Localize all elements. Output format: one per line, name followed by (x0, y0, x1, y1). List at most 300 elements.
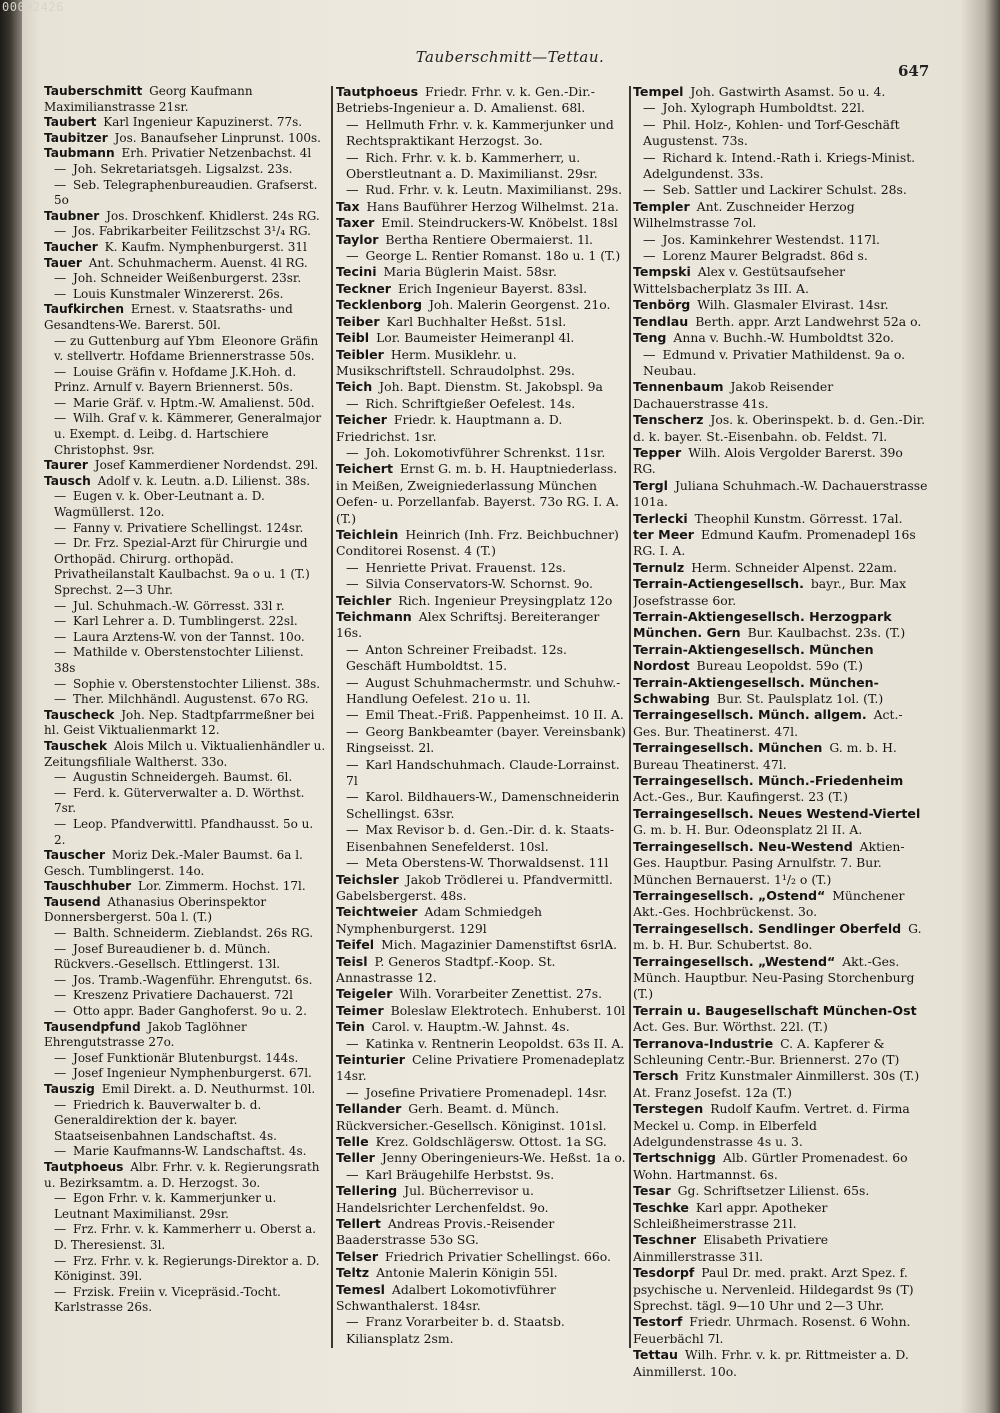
entry-details: Josef Ingenieur Nymphenburgerst. 67l. (73, 1066, 312, 1081)
entry-name: — (54, 520, 67, 535)
entry-details: Theophil Kunstm. Görresst. 17al. (694, 510, 903, 526)
directory-entry (633, 806, 928, 839)
entry-name: — (346, 182, 359, 198)
directory-entry (44, 1144, 326, 1160)
directory-entry (633, 707, 928, 740)
entry-name: — (346, 559, 359, 575)
entry-name: — (54, 224, 67, 239)
directory-entry (44, 770, 326, 786)
directory-entry (336, 215, 626, 231)
directory-entry (633, 100, 928, 116)
entry-name: Teller (336, 1150, 375, 1166)
directory-entry (44, 677, 326, 693)
entry-name: Testorf (633, 1314, 683, 1330)
entry-name: Terrain u. Baugesellschaft München-Ost (633, 1002, 917, 1018)
directory-entry (633, 1232, 928, 1265)
entry-details: Rich. Frhr. v. k. b. Kammerherr, u. Oberstleutnant a. D. Maximilianst. 29sr. (346, 149, 598, 182)
directory-entry (633, 297, 928, 313)
entry-details: Seb. Telegraphenbureaudien. Grafserst. 5o (54, 177, 318, 208)
entry-name: Tauer (44, 255, 82, 270)
entry-name: Terlecki (633, 510, 688, 526)
entry-details: Rich. Ingenieur Preysingplatz 12o (398, 592, 613, 608)
entry-name: Tellering (336, 1183, 398, 1199)
entry-details: Wilh. Glasmaler Elvirast. 14sr. (697, 297, 889, 313)
entry-name: — (346, 707, 359, 723)
entry-details: Erich Ingenieur Bayerst. 83sl. (397, 280, 588, 296)
entry-name: — (346, 1084, 359, 1100)
entry-details: Emil Direkt. a. D. Neuthurmst. 10l. (101, 1082, 316, 1096)
entry-name: — (346, 789, 359, 805)
directory-entry (633, 199, 928, 232)
entry-details: Adam Schmiedgeh Nymphenburgerst. 129l (336, 904, 543, 936)
directory-entry (44, 1222, 326, 1253)
entry-details: Augustin Schneidergeh. Baumst. 6l. (73, 770, 293, 785)
entry-name: — (346, 395, 359, 411)
directory-entry (44, 84, 326, 115)
entry-details: Silvia Conservators-W. Schornst. 9o. (365, 576, 593, 592)
entry-details: Franz Vorarbeiter b. d. Staatsb. Kiliansplatz 2sm. (346, 1314, 565, 1346)
entry-details: Frzisk. Freiin v. Vicepräsid.-Tocht. Karlstrasse 26s. (54, 1284, 281, 1315)
entry-details: Wilh. Frhr. v. k. pr. Rittmeister a. D. Ainmillerst. 10o. (633, 1347, 909, 1379)
directory-entry (44, 848, 326, 879)
entry-name: Taubmann (44, 146, 115, 161)
page-number: 647 (898, 62, 930, 80)
entry-details: Lorenz Maurer Belgradst. 86d s. (662, 248, 868, 264)
entry-name: Templer (633, 198, 690, 214)
directory-entry (44, 1066, 326, 1082)
entry-details: Edmund v. Privatier Mathildenst. 9a o. Neubau. (643, 346, 906, 378)
entry-details: Joh. Bapt. Dienstm. St. Jakobspl. 9a (379, 379, 603, 395)
entry-details: Maria Büglerin Maist. 58sr. (383, 264, 557, 280)
directory-entry (336, 281, 626, 297)
directory-entry (44, 1098, 326, 1145)
entry-name: Temesl (336, 1281, 385, 1297)
entry-details: Gerh. Beamt. d. Münch. Rückversicher.-Gesellsch. Königinst. 101sl. (336, 1101, 607, 1133)
entry-name: Tempel (633, 84, 684, 99)
entry-name: Taucher (44, 239, 98, 254)
entry-details: Ernst G. m. b. H. Hauptniederlass. in Meißen, Zweigniederlassung München Oefen- u. Porzellanfab. Bayerst. 73o RG. I. A. (T.) (336, 461, 619, 526)
entry-details: Ernest. v. Staatsraths- und Gesandtens-We. Barerst. 50l. (44, 302, 293, 332)
entry-details: Celine Privatiere Promenadeplatz 14sr. (336, 1051, 625, 1084)
directory-entry (633, 1036, 928, 1069)
entry-details: Act.-Ges. Bur. Theatinerst. 47l. (633, 707, 903, 739)
entry-name: — (643, 149, 656, 165)
entry-details: Jos. Droschkenf. Khidlerst. 24s RG. (106, 208, 320, 223)
directory-entry (633, 560, 928, 576)
entry-details: Carol. v. Hauptm.-W. Jahnst. 4s. (371, 1019, 570, 1035)
entry-details: Rud. Frhr. v. k. Leutn. Maximilianst. 29s. (365, 182, 623, 198)
entry-name: — (54, 411, 67, 426)
entry-name: — (346, 1166, 359, 1182)
directory-entry (44, 536, 326, 598)
entry-name: Tertschnigg (633, 1150, 716, 1166)
entry-details: August Schuhmachermstr. und Schuhw.-Handlung Oefelest. 21o u. 1l. (346, 674, 621, 707)
entry-details: Aktien-Ges. Hauptbur. Pasing Arnulfstr. 7. Bur. München Bernauerst. 1¹/₂ o (T.) (633, 838, 905, 887)
entry-details: Elisabeth Privatiere Ainmillerstrasse 31l. (633, 1232, 829, 1264)
entry-details: Adolf v. k. Leutn. a.D. Lilienst. 38s. (97, 473, 311, 488)
entry-name: — (346, 674, 359, 690)
directory-entry (633, 1183, 928, 1199)
directory-entry (336, 1150, 626, 1166)
entry-details: Georg Bankbeamter (bayer. Vereinsbank) Ringseisst. 2l. (346, 723, 626, 756)
entry-name: — (346, 576, 359, 592)
entry-name: — (346, 116, 359, 132)
directory-entry (336, 954, 626, 987)
entry-details: Alex v. Gestütsaufseher Wittelsbacherplatz 3s III. A. (633, 264, 846, 296)
directory-entry (633, 527, 928, 560)
directory-entry (336, 1036, 626, 1052)
directory-entry (336, 1052, 626, 1085)
directory-entry (336, 822, 626, 855)
entry-details: Fanny v. Privatiere Schellingst. 124sr. (73, 520, 304, 535)
entry-name: Tersch (633, 1068, 679, 1084)
entry-name: — (54, 1004, 67, 1019)
entry-details: Joh. Nep. Stadtpfarrmeßner bei hl. Geist Viktualienmarkt 12. (44, 707, 315, 738)
directory-entry (44, 131, 326, 147)
entry-details: Athanasius Oberinspektor Donnersbergerst. 50a l. (T.) (44, 894, 267, 925)
entry-details: Edmund Kaufm. Promenadepl 16s RG. I. A. (633, 526, 916, 559)
entry-details: Jul. Bücherrevisor u. Handelsrichter Lerchenfeldst. 9o. (336, 1183, 549, 1215)
entry-name: — (54, 536, 67, 551)
entry-name: Terraingesellsch. Münch.-Friedenheim (633, 773, 904, 789)
entry-name: Tax (336, 198, 360, 214)
entry-name: Teichtweier (336, 904, 418, 920)
entry-name: Terraingesellsch. Sendlinger Oberfeld (633, 920, 902, 936)
entry-name: Tecini (336, 264, 377, 280)
entry-details: Rudolf Kaufm. Vertret. d. Firma Meckel u. Comp. in Elberfeld Adelgundenstrasse 4s u. 3. (633, 1101, 910, 1149)
directory-entry (336, 593, 626, 609)
entry-name: — (346, 1035, 359, 1051)
entry-name: Teisl (336, 953, 368, 969)
entry-name: — (54, 770, 67, 785)
entry-details: Friedr. k. Hauptmann a. D. Friedrichst. 1sr. (336, 412, 563, 444)
entry-name: Terraingesellsch. Münch. allgem. (633, 707, 867, 723)
directory-entry (336, 576, 626, 592)
entry-name: Teschner (633, 1232, 697, 1248)
entry-name: — (54, 1222, 67, 1237)
entry-name: ter Meer (633, 526, 694, 542)
entry-details: Albr. Frhr. v. k. Regierungsrath u. Bezirksamtm. a. D. Herzogst. 3o. (44, 1159, 320, 1190)
entry-name: — (643, 346, 656, 362)
entry-details: Emil Theat.-Friß. Pappenheimst. 10 II. A. (365, 707, 624, 723)
directory-entry (44, 1082, 326, 1098)
directory-entry (633, 1068, 928, 1101)
directory-entry (336, 199, 626, 215)
entry-details: Jos. k. Oberinspekt. b. d. Gen.-Dir. d. k. bayer. St.-Eisenbahn. ob. Feldst. 7l. (633, 412, 926, 444)
directory-entry (336, 986, 626, 1002)
entry-details: Juliana Schuhmach.-W. Dachauerstrasse 101a. (633, 477, 928, 510)
directory-entry (336, 117, 626, 150)
entry-name: Taubner (44, 208, 100, 223)
directory-entry (336, 84, 626, 117)
entry-name: Teich (336, 379, 373, 395)
directory-entry (633, 1265, 928, 1314)
scan-id: 00092426 (2, 0, 64, 14)
directory-entry (44, 1285, 326, 1316)
entry-name: — (54, 1050, 67, 1065)
directory-entry (336, 297, 626, 313)
directory-entry (44, 692, 326, 708)
directory-entry (44, 1004, 326, 1020)
directory-entry (633, 675, 928, 708)
entry-details: Josefine Privatiere Promenadepl. 14sr. (365, 1084, 608, 1100)
entry-details: Heinrich (Inh. Frz. Beichbuchner) Conditorei Rosenst. 4 (T.) (336, 526, 619, 559)
entry-details: Kreszenz Privatiere Dachauerst. 72l (73, 988, 293, 1003)
entry-details: Josef Funktionär Blutenburgst. 144s. (73, 1050, 299, 1065)
entry-details: Louis Kunstmaler Winzererst. 26s. (73, 286, 284, 301)
entry-name: Terrain-Aktiengesellsch. München Nordost (633, 641, 874, 674)
directory-entry (44, 599, 326, 615)
entry-name: Tendlau (633, 313, 689, 329)
entry-details: Meta Oberstens-W. Thorwaldsenst. 11l (365, 855, 609, 871)
entry-name: Teichert (336, 461, 393, 477)
entry-name: Tettau (633, 1347, 678, 1363)
entry-name: Teichmann (336, 609, 412, 624)
entry-name: — (54, 785, 67, 800)
entry-details: Seb. Sattler und Lackirer Schulst. 28s. (662, 182, 907, 198)
entry-name: Tautphoeus (336, 84, 419, 99)
directory-entry (336, 412, 626, 445)
directory-entry (336, 1101, 626, 1134)
entry-details: Louise Gräfin v. Hofdame J.K.Hoh. d. Prinz. Arnulf v. Bayern Briennerst. 50s. (54, 364, 297, 395)
directory-entry (44, 942, 326, 973)
entry-details: Jos. Kaminkehrer Westendst. 117l. (662, 231, 880, 247)
entry-details: Hans Bauführer Herzog Wilhelmst. 21a. (366, 198, 619, 214)
entry-details: Josef Kammerdiener Nordendst. 29l. (94, 458, 319, 473)
directory-entry (633, 1200, 928, 1233)
directory-entry (44, 411, 326, 458)
entry-details: Ant. Schuhmacherm. Auenst. 4l RG. (88, 255, 308, 270)
entry-name: — (346, 149, 359, 165)
directory-entry (44, 786, 326, 817)
entry-name: Tepper (633, 444, 682, 460)
directory-entry (44, 224, 326, 240)
entry-name: Teigeler (336, 986, 393, 1002)
entry-details: Berth. appr. Arzt Landwehrst 52a o. (695, 313, 922, 329)
directory-entry (44, 458, 326, 474)
directory-entry (336, 232, 626, 248)
directory-entry (633, 412, 928, 445)
directory-entry (336, 872, 626, 905)
entry-details: Otto appr. Bader Ganghoferst. 9o u. 2. (73, 1004, 307, 1019)
entry-name: — (54, 645, 67, 660)
directory-entry (44, 879, 326, 895)
directory-entry (633, 1003, 928, 1036)
directory-entry (633, 182, 928, 198)
entry-name: — (54, 1097, 67, 1112)
entry-details: George L. Rentier Romanst. 18o u. 1 (T.) (365, 248, 621, 264)
directory-entry (336, 1314, 626, 1347)
entry-details: C. A. Kapferer & Schleuning Centr.-Bur. Briennerst. 27o (T) (633, 1035, 900, 1067)
entry-details: Joh. Sekretariatsgeh. Ligsalzst. 23s. (73, 161, 293, 176)
entry-name: Teichsler (336, 871, 399, 887)
entry-name: Teltz (336, 1265, 370, 1281)
directory-entry (336, 560, 626, 576)
directory-entry (633, 264, 928, 297)
entry-name: Tellert (336, 1216, 381, 1232)
entry-name: Tenscherz (633, 412, 704, 428)
entry-name: Tesdorpf (633, 1265, 695, 1281)
directory-entry (633, 445, 928, 478)
book-gutter (0, 0, 22, 1413)
directory-entry (336, 642, 626, 675)
entry-name: Teschke (633, 1199, 689, 1215)
directory-entry (44, 614, 326, 630)
directory-entry (336, 937, 626, 953)
directory-entry (633, 347, 928, 380)
entry-name: — (54, 1144, 67, 1159)
entry-name: — (643, 100, 656, 116)
directory-entry (336, 264, 626, 280)
directory-entry (336, 707, 626, 723)
entry-details: Richard k. Intend.-Rath i. Kriegs-Minist. Adelgundenst. 33s. (643, 149, 916, 182)
entry-details: Krez. Goldschlägersw. Ottost. 1a SG. (375, 1134, 607, 1149)
entry-details: Herm. Musiklehr. u. Musikschriftstell. Schraudolphst. 29s. (336, 346, 575, 378)
entry-name: — (643, 248, 656, 264)
directory-entry (336, 379, 626, 395)
entry-details: Karol. Bildhauers-W., Damenschneiderin Schellingst. 63sr. (346, 789, 620, 821)
entry-details: Alex Schriftsj. Bereiteranger 16s. (336, 609, 600, 641)
entry-name: — (346, 1314, 359, 1330)
entry-name: Tauberschmitt (44, 84, 143, 98)
entry-details: Friedr. Frhr. v. k. Gen.-Dir.-Betriebs-Ingenieur a. D. Amalienst. 68l. (336, 84, 595, 116)
entry-name: — zu Guttenburg auf Ybm (54, 333, 215, 348)
directory-entry (336, 904, 626, 937)
directory-entry (336, 1249, 626, 1265)
directory-entry (44, 162, 326, 178)
entry-details: P. Generos Stadtpf.-Koop. St. Annastrasse 12. (336, 953, 556, 985)
directory-entry (633, 773, 928, 806)
entry-name: Tauschhuber (44, 879, 132, 894)
entry-details: Max Revisor b. d. Gen.-Dir. d. k. Staats-Eisenbahnen Senefelderst. 10sl. (346, 822, 615, 854)
column-rule (629, 86, 631, 1348)
entry-name: — (346, 756, 359, 772)
directory-entry (633, 1150, 928, 1183)
entry-name: Tausch (44, 473, 91, 488)
entry-name: Teiber (336, 313, 380, 329)
entry-name: Telser (336, 1248, 379, 1264)
directory-entry (44, 1160, 326, 1191)
entry-details: Joh. Gastwirth Asamst. 5o u. 4. (690, 84, 886, 99)
entry-details: Laura Arztens-W. von der Tannst. 10o. (73, 629, 305, 644)
entry-name: — (54, 941, 67, 956)
entry-details: Alois Milch u. Viktualienhändler u. Zeitungsfiliale Waltherst. 33o. (44, 738, 326, 769)
entry-details: Antonie Malerin Königin 55l. (376, 1265, 558, 1281)
entry-details: Dr. Frz. Spezial-Arzt für Chirurgie und Orthopäd. Chirurg. orthopäd. Privatheilanstalt Kaulbachst. 9a o u. 1 (T.) Sprechst. 2—3 Uhr. (54, 536, 310, 597)
entry-details: G. m. b. H. Bur. Schubertst. 8o. (633, 920, 922, 953)
directory-entry (44, 521, 326, 537)
entry-details: Frz. Frhr. v. k. Regierungs-Direktor a. D. Königinst. 39l. (54, 1253, 320, 1284)
entry-details: Bureau Leopoldst. 59o (T.) (696, 658, 863, 674)
entry-name: Teng (633, 330, 667, 346)
entry-name: Terranova-Industrie (633, 1035, 774, 1051)
entry-name: — (54, 692, 67, 707)
directory-entry (633, 330, 928, 346)
entry-details: Ther. Milchhändl. Augustenst. 67o RG. (73, 692, 309, 707)
entry-details: Marie Kaufmanns-W. Landschaftst. 4s. (73, 1144, 307, 1159)
entry-details: Balth. Schneiderm. Zieblandst. 26s RG. (73, 926, 314, 941)
entry-name: — (54, 1284, 67, 1299)
entry-details: Fritz Kunstmaler Ainmillerst. 30s (T.) At. Franz Josefst. 12a (T.) (633, 1068, 920, 1100)
entry-name: — (643, 231, 656, 247)
entry-name: Terrain-Aktiengesellsch. Herzogpark München. Gern (633, 609, 892, 641)
entry-name: Teifel (336, 937, 375, 953)
directory-entry (44, 474, 326, 490)
column-1 (44, 84, 326, 1384)
entry-details: Münchener Akt.-Ges. Hochbrückenst. 3o. (633, 887, 905, 920)
directory-entry (44, 489, 326, 520)
directory-entry (633, 740, 928, 773)
entry-details: Erh. Privatier Netzenbachst. 4l (121, 146, 312, 161)
directory-entry (44, 988, 326, 1004)
entry-name: Tautphoeus (44, 1159, 124, 1174)
entry-name: Tellander (336, 1101, 402, 1117)
directory-entry (336, 445, 626, 461)
entry-name: — (54, 286, 67, 301)
entry-name: Terraingesellsch. Neu-Westend (633, 838, 853, 854)
entry-details: Gg. Schriftsetzer Lilienst. 65s. (677, 1183, 870, 1199)
directory-entry (633, 609, 928, 642)
entry-name: — (346, 248, 359, 264)
entry-details: Friedrich Privatier Schellingst. 66o. (384, 1248, 611, 1264)
entry-name: — (643, 116, 656, 132)
directory-entry (633, 1314, 928, 1347)
entry-name: — (54, 816, 67, 831)
directory-entry (44, 973, 326, 989)
directory-entry (44, 1254, 326, 1285)
entry-details: Henriette Privat. Frauenst. 12s. (365, 559, 567, 575)
directory-entry (44, 302, 326, 333)
entry-details: Bur. Kaulbachst. 23s. (T.) (747, 625, 906, 641)
entry-name: Terrain-Actiengesellsch. (633, 576, 804, 592)
entry-details: Moriz Dek.-Maler Baumst. 6a l. Gesch. Tumblingerst. 14o. (44, 848, 303, 878)
directory-entry (633, 232, 928, 248)
entry-name: Teimer (336, 1002, 384, 1018)
directory-entry (633, 248, 928, 264)
entry-details: Joh. Schneider Weißenburgerst. 23sr. (73, 271, 302, 286)
entry-name: Tauszig (44, 1082, 95, 1096)
entry-name: Teibl (336, 330, 370, 346)
directory-entry (336, 1216, 626, 1249)
directory-entry (44, 630, 326, 646)
entry-name: — (54, 1191, 67, 1206)
directory-entry (44, 271, 326, 287)
directory-entry (44, 146, 326, 162)
directory-entry (633, 954, 928, 1003)
entry-details: Jakob Trödlerei u. Pfandvermittl. Gabelsbergerst. 48s. (336, 871, 613, 903)
column-rule (331, 86, 333, 1348)
directory-entry (44, 115, 326, 131)
entry-details: Act. Ges. Bur. Wörthst. 22l. (T.) (633, 1019, 828, 1035)
directory-entry (336, 1003, 626, 1019)
directory-entry (336, 1183, 626, 1216)
entry-name: — (346, 822, 359, 838)
entry-details: Mathilde v. Oberstenstochter Lilienst. 38s (54, 645, 304, 675)
directory-entry (336, 724, 626, 757)
entry-name: — (346, 641, 359, 657)
entry-details: Friedr. Uhrmach. Rosenst. 6 Wohn. Feuerbächl 7l. (633, 1314, 911, 1346)
entry-name: Tauscheck (44, 707, 115, 722)
directory-entry (336, 527, 626, 560)
directory-entry (336, 1134, 626, 1150)
directory-entry (44, 739, 326, 770)
entry-details: Friedrich k. Bauverwalter b. d. Generaldirektion der k. bayer. Staatseisenbahnen Landschaftst. 4s. (54, 1097, 277, 1143)
entry-name: — (346, 855, 359, 871)
entry-name: Taubitzer (44, 130, 108, 145)
directory-entry (633, 314, 928, 330)
entry-details: Sophie v. Oberstenstochter Lilienst. 38s. (73, 676, 321, 691)
entry-details: Paul Dr. med. prakt. Arzt Spez. f. psychische u. Nervenleid. Hildegardst 9s (T) Sprechst. tägl. 9—10 Uhr und 2—3 Uhr. (633, 1265, 914, 1314)
